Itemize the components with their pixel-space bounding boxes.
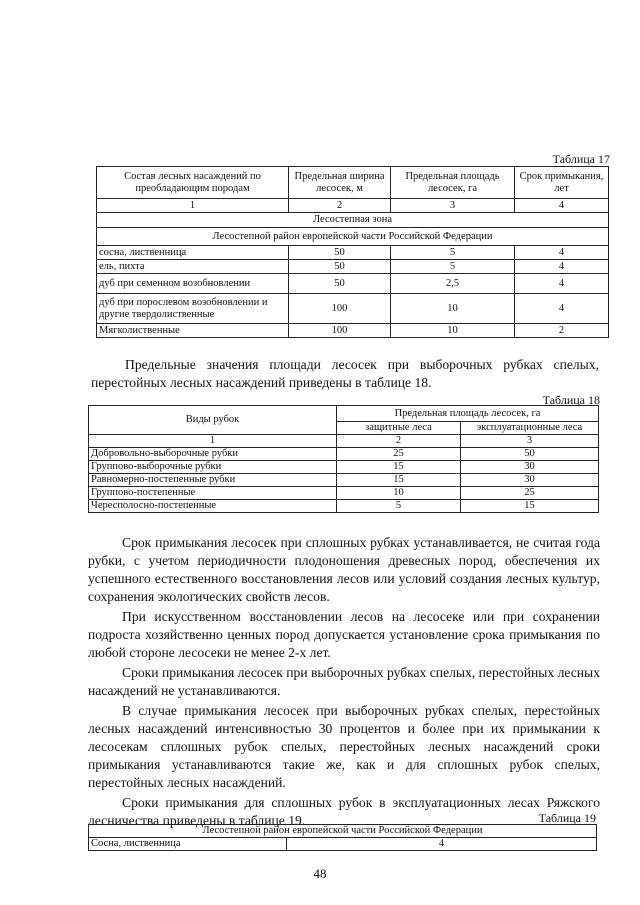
table19: [88, 824, 597, 851]
paragraph-table19-intro: Сроки примыкания для сплошных рубок в эксплуатационных лесах Ряжского лесничества приведены в таблице 19.: [88, 795, 600, 828]
t18-cell: Группово-постепенные: [89, 486, 337, 499]
t17-cell: 50: [289, 260, 391, 274]
t17-cell: сосна, лиственница: [97, 246, 289, 260]
t17-cell: 2,5: [391, 274, 515, 294]
t17-zone: Лесостепная зона: [97, 213, 609, 228]
paragraph-table18-intro: Предельные значения площади лесосек при выборочных рубках спелых, перестойных лесных насаждений приведены в таблице 18.: [91, 357, 599, 390]
t17-cell: 10: [391, 324, 515, 338]
paragraph-term-clearcut: Срок примыкания лесосек при сплошных рубках устанавливается, не считая года рубки, с учетом периодичности плодоношения древесных пород, обеспечения их успешного естественного восстановления лесов или условий создания лесных культур, сохранения экологических свойств лесов.: [88, 535, 600, 604]
t18-cell: Чересполосно-постепенные: [89, 499, 337, 512]
t17-num-1: 1: [97, 199, 289, 213]
table-row: [89, 838, 597, 851]
t18-cell: 15: [337, 460, 461, 473]
t17-num-4: 4: [515, 199, 609, 213]
t18-cell: 15: [337, 473, 461, 486]
t17-cell: ель, пихта: [97, 260, 289, 274]
t18-cell: Добровольно-выборочные рубки: [89, 447, 337, 460]
t19-cell: 4: [287, 838, 597, 851]
paragraph-artificial-restoration: При искусственном восстановлении лесов на лесосеке или при сохранении подроста хозяйственно ценных пород допускается установление срока примыкания по любой стороне лесосеки не менее 2-х лет.: [88, 609, 600, 660]
t17-cell: 10: [391, 294, 515, 324]
t18-cell: 30: [461, 473, 599, 486]
t18-header-kind: Виды рубок: [89, 406, 337, 435]
t17-header-composition: Состав лесных насаждений по преобладающим породам: [97, 167, 289, 199]
t17-num-2: 2: [289, 199, 391, 213]
body-text: [88, 534, 600, 830]
table-row: [89, 499, 599, 512]
t18-num-2: 2: [337, 435, 461, 448]
t17-cell: 4: [515, 260, 609, 274]
t17-cell: 5: [391, 260, 515, 274]
t17-cell: 50: [289, 246, 391, 260]
t17-header-term: Срок примыкания, лет: [515, 167, 609, 199]
t18-header-exploitation: эксплуатационные леса: [461, 422, 599, 435]
t17-cell: дуб при семенном возобновлении: [97, 274, 289, 294]
table-row: [89, 460, 599, 473]
t18-cell: Группово-выборочные рубки: [89, 460, 337, 473]
t17-cell: 50: [289, 274, 391, 294]
page-number: 48: [313, 866, 327, 881]
table-row: [97, 274, 609, 294]
t18-num-1: 1: [89, 435, 337, 448]
t17-cell: 4: [515, 294, 609, 324]
table-row: [97, 260, 609, 274]
t17-num-3: 3: [391, 199, 515, 213]
t18-num-3: 3: [461, 435, 599, 448]
table18-caption: Таблица 18: [542, 393, 600, 407]
t17-header-area: Предельная площадь лесосек, га: [391, 167, 515, 199]
t18-header-area: Предельная площадь лесосек, га: [337, 406, 599, 422]
t18-cell: 30: [461, 460, 599, 473]
paragraph-selective-terms: Сроки примыкания лесосек при выборочных рубках спелых, перестойных лесных насаждений не устанавливаются.: [88, 665, 600, 698]
table-row: [97, 324, 609, 338]
t19-region: Лесостепной район европейской части Российской Федерации: [89, 825, 597, 838]
t18-cell: 50: [461, 447, 599, 460]
table-row: [97, 294, 609, 324]
paragraph-intensity: В случае примыкания лесосек при выборочных рубках спелых, перестойных лесных насаждений интенсивностью 30 процентов и более при их примыкании к лесосекам сплошных рубок спелых, перестойных лесных насаждений сроки примыкания устанавливаются такие же, как и для сплошных рубок спелых, перестойных лесных насаждений.: [88, 703, 600, 790]
t18-cell: 15: [461, 499, 599, 512]
table19-caption: Таблица 19: [538, 811, 596, 825]
t17-cell: Мягколиственные: [97, 324, 289, 338]
table-row: [89, 447, 599, 460]
t17-cell: 4: [515, 246, 609, 260]
t17-header-width: Предельная ширина лесосек, м: [289, 167, 391, 199]
t17-cell: 4: [515, 274, 609, 294]
t17-cell: дуб при порослевом возобновлении и другие твердолиственные: [97, 294, 289, 324]
t17-cell: 100: [289, 324, 391, 338]
t18-header-protective: защитные леса: [337, 422, 461, 435]
t18-cell: 25: [461, 486, 599, 499]
table-row: [89, 473, 599, 486]
table-row: [97, 246, 609, 260]
table17: [96, 166, 609, 338]
t17-cell: 100: [289, 294, 391, 324]
table17-caption: Таблица 17: [552, 152, 610, 166]
t18-cell: Равномерно-постепенные рубки: [89, 473, 337, 486]
table-row: [89, 486, 599, 499]
t18-cell: 25: [337, 447, 461, 460]
t18-cell: 10: [337, 486, 461, 499]
table18: [88, 405, 599, 513]
t19-cell: Сосна, лиственница: [89, 838, 287, 851]
t17-cell: 2: [515, 324, 609, 338]
t18-cell: 5: [337, 499, 461, 512]
t17-region: Лесостепной район европейской части Российской Федерации: [97, 228, 609, 246]
t17-cell: 5: [391, 246, 515, 260]
